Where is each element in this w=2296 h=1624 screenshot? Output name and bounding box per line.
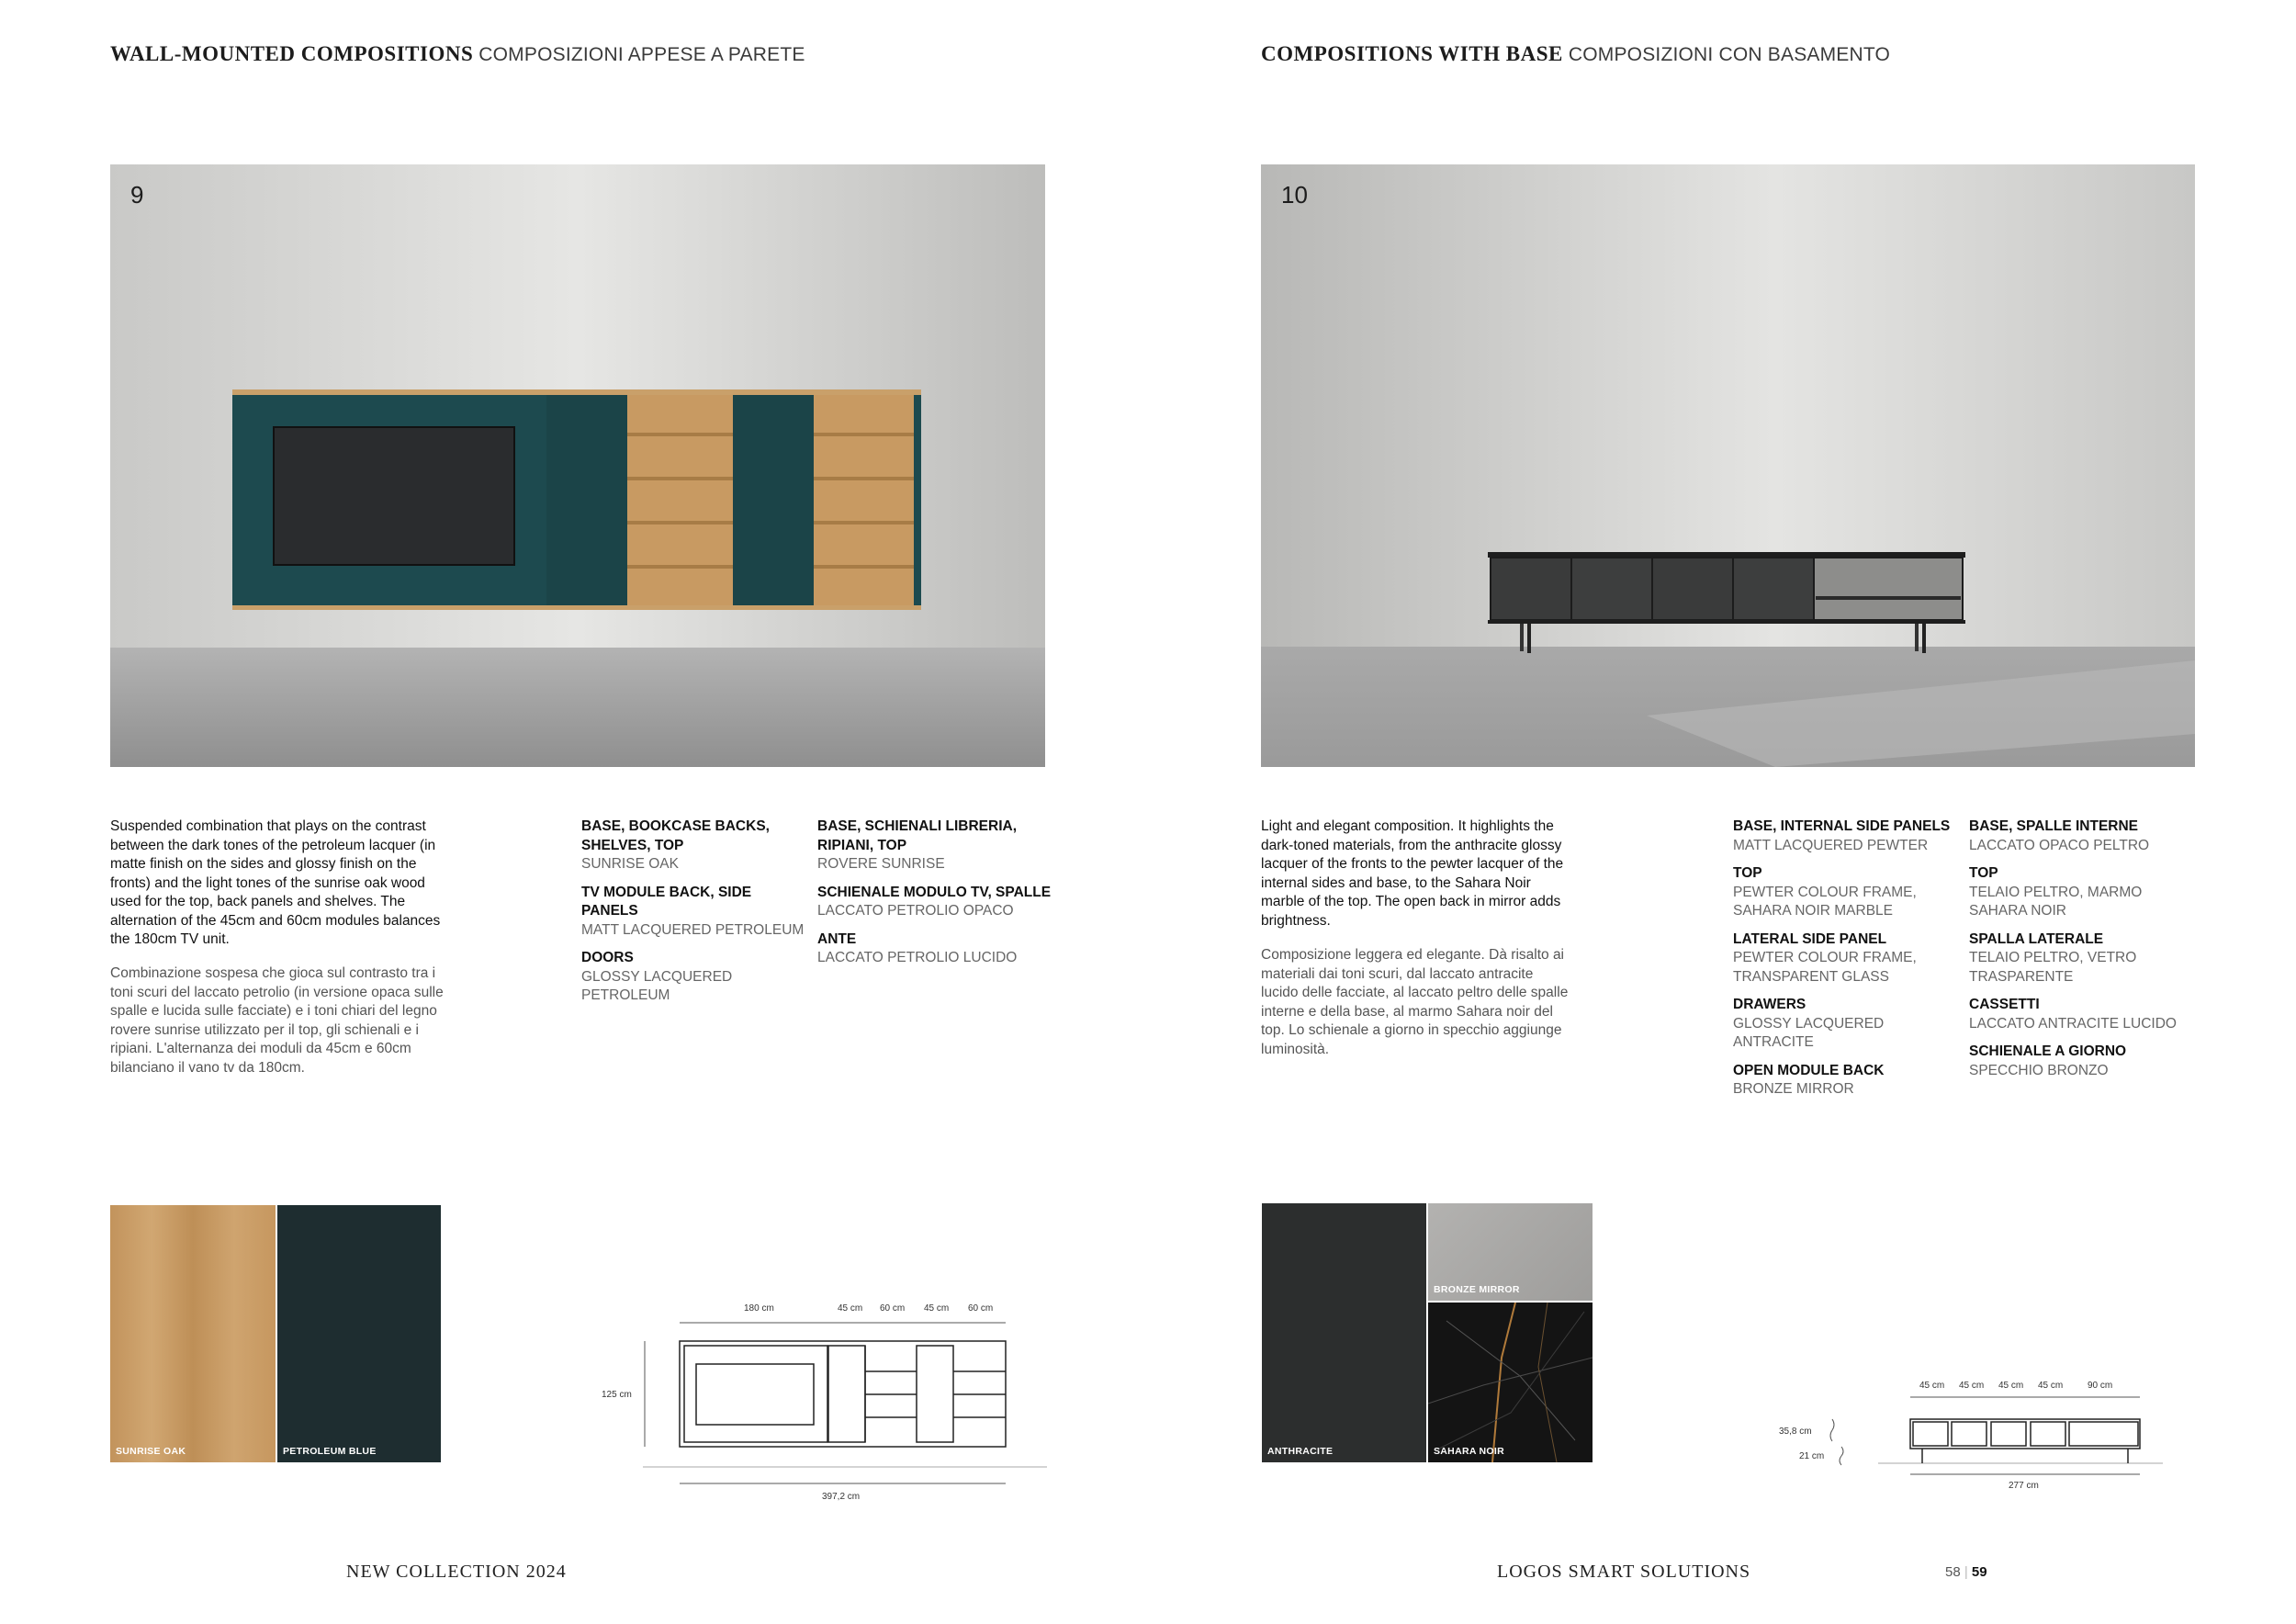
- spec-key: LATERAL SIDE PANEL: [1733, 930, 1887, 947]
- spec-key: TOP: [1969, 865, 1998, 881]
- right-header-light: COMPOSIZIONI CON BASAMENTO: [1568, 44, 1891, 65]
- dim-label: 45 cm: [1959, 1381, 1985, 1391]
- dim-label: 60 cm: [968, 1303, 994, 1314]
- spec-group: [581, 949, 811, 1006]
- spec-key: BASE, SCHIENALI LIBRERIA, RIPIANI, TOP: [817, 818, 1018, 853]
- spec-group: [817, 884, 1056, 921]
- spec-key: BASE, INTERNAL SIDE PANELS: [1733, 818, 1951, 834]
- spec-value: LACCATO ANTRACITE LUCIDO: [1969, 1015, 2177, 1032]
- right-page-header: [1261, 42, 1890, 66]
- spec-value: MATT LACQUERED PETROLEUM: [581, 921, 805, 938]
- spec-value: LACCATO OPACO PELTRO: [1969, 837, 2150, 853]
- swatch-bronze-mirror: [1428, 1203, 1593, 1301]
- spec-key: BASE, BOOKCASE BACKS, SHELVES, TOP: [581, 818, 770, 853]
- spec-value: ROVERE SUNRISE: [817, 856, 945, 872]
- spec-group: [1969, 996, 2199, 1033]
- spec-group: [1969, 864, 2199, 921]
- spec-key: CASSETTI: [1969, 997, 2040, 1012]
- spec-group: [1969, 1043, 2199, 1080]
- dim-label: 35,8 cm: [1779, 1427, 1812, 1437]
- dim-label: 45 cm: [2038, 1381, 2064, 1391]
- spec-key: DRAWERS: [1733, 997, 1806, 1012]
- right-composition-number: 10: [1281, 181, 1308, 209]
- dim-label: 397,2 cm: [822, 1492, 861, 1502]
- spec-key: SPALLA LATERALE: [1969, 930, 2104, 947]
- spec-value: GLOSSY LACQUERED ANTRACITE: [1733, 1015, 1885, 1050]
- swatch-sahara-noir: [1428, 1303, 1593, 1462]
- spec-group: [1969, 930, 2199, 987]
- swatch-sunrise-oak: [110, 1205, 276, 1462]
- right-specs-it: [1969, 818, 2199, 1089]
- swatch-label: BRONZE MIRROR: [1434, 1284, 1520, 1295]
- left-dimension-drawing: [588, 1291, 1047, 1511]
- spec-value: MATT LACQUERED PEWTER: [1733, 837, 1929, 853]
- left-header-bold: WALL-MOUNTED COMPOSITIONS: [110, 42, 474, 65]
- page-numbers: 58 | 59: [1945, 1564, 1987, 1580]
- dim-label: 60 cm: [880, 1303, 906, 1314]
- spec-group: [1969, 818, 2199, 855]
- swatch-label: PETROLEUM BLUE: [283, 1446, 377, 1457]
- left-composition-number: 9: [130, 181, 144, 209]
- dim-label: 45 cm: [924, 1303, 950, 1314]
- spec-value: LACCATO PETROLIO LUCIDO: [817, 950, 1018, 965]
- left-description-en: Suspended combination that plays on the contrast between the dark tones of the petroleum lacquer (in matte finish on the sides and glossy finish on the fronts) and the light tones of the sunrise oak wood used for the top, back panels and shelves. The alternation of the 45cm and 60cm modules balances the 180cm TV unit.: [110, 818, 441, 947]
- spec-group: [1733, 864, 1963, 921]
- spec-group: [817, 930, 1056, 968]
- spec-value: TELAIO PELTRO, MARMO SAHARA NOIR: [1969, 884, 2143, 919]
- spec-value: LACCATO PETROLIO OPACO: [817, 903, 1014, 919]
- right-specs-en: [1733, 818, 1963, 1109]
- spec-group: [1733, 1062, 1963, 1100]
- spec-key: BASE, SPALLE INTERNE: [1969, 818, 2139, 834]
- left-description-it: Combinazione sospesa che gioca sul contrasto tra i toni scuri del laccato petrolio (in versione opaca sulle spalle e lucida sulle facciate) e i toni chiari del legno rovere sunrise utilizzato per il top, gli schienali e i ripiani. L'alternanza dei moduli da 45cm e 60cm bilanciano il vano tv da 180cm.: [110, 965, 444, 1076]
- right-description-it: Composizione leggera ed elegante. Dà risalto ai materiali dai toni scuri, dal laccato antracite lucido delle facciate, al laccato peltro delle spalle interne e della base, al marmo Sahara noir del top. Lo schienale a giorno in specchio aggiunge luminosità.: [1261, 947, 1569, 1057]
- spec-key: ANTE: [817, 930, 857, 947]
- right-header-bold: COMPOSITIONS WITH BASE: [1261, 42, 1563, 65]
- spec-key: OPEN MODULE BACK: [1733, 1062, 1885, 1078]
- spec-key: SCHIENALE A GIORNO: [1969, 1043, 2127, 1059]
- spec-group: [581, 818, 811, 874]
- right-footer: LOGOS SMART SOLUTIONS: [1497, 1562, 1751, 1582]
- dim-label: 21 cm: [1799, 1451, 1825, 1461]
- left-specs-en: [581, 818, 811, 1015]
- spec-group: [1733, 818, 1963, 855]
- spec-key: TV MODULE BACK, SIDE PANELS: [581, 884, 752, 919]
- dim-label: 125 cm: [602, 1390, 632, 1400]
- spec-value: GLOSSY LACQUERED PETROLEUM: [581, 968, 733, 1003]
- left-photo-wall-composition: [110, 164, 1045, 767]
- swatch-anthracite: [1262, 1203, 1426, 1462]
- left-page-header: [110, 42, 805, 66]
- spec-key: SCHIENALE MODULO TV, SPALLE: [817, 884, 1052, 900]
- spec-value: PEWTER COLOUR FRAME, TRANSPARENT GLASS: [1733, 950, 1917, 985]
- spec-key: TOP: [1733, 865, 1762, 881]
- page-number-right: 59: [1971, 1564, 1987, 1580]
- swatch-label: SAHARA NOIR: [1434, 1446, 1504, 1457]
- left-specs-it: [817, 818, 1056, 977]
- spec-key: DOORS: [581, 950, 634, 965]
- spec-value: BRONZE MIRROR: [1733, 1081, 1854, 1097]
- left-footer: NEW COLLECTION 2024: [346, 1562, 567, 1582]
- spec-value: SPECCHIO BRONZO: [1969, 1062, 2109, 1078]
- spec-value: TELAIO PELTRO, VETRO TRASPARENTE: [1969, 950, 2137, 985]
- right-dimension-drawing: [1768, 1373, 2172, 1511]
- spec-group: [817, 818, 1056, 874]
- swatch-label: ANTHRACITE: [1267, 1446, 1334, 1457]
- spec-group: [1733, 930, 1963, 987]
- swatch-label: SUNRISE OAK: [116, 1446, 186, 1457]
- spec-group: [1733, 996, 1963, 1053]
- page-number-left: 58: [1945, 1564, 1961, 1580]
- left-header-light: COMPOSIZIONI APPESE A PARETE: [478, 44, 805, 65]
- spec-value: PEWTER COLOUR FRAME, SAHARA NOIR MARBLE: [1733, 884, 1917, 919]
- spec-value: SUNRISE OAK: [581, 856, 679, 872]
- spec-group: [581, 884, 811, 941]
- right-photo-base-composition: [1261, 164, 2195, 767]
- dim-label: 45 cm: [1919, 1381, 1945, 1391]
- swatch-petroleum-blue: [277, 1205, 441, 1462]
- dim-label: 90 cm: [2088, 1381, 2113, 1391]
- dim-label: 180 cm: [744, 1303, 774, 1314]
- right-description-en: Light and elegant composition. It highlights the dark-toned materials, from the anthracite glossy lacquer of the fronts to the pewter lacquer of the internal sides and base, to the Sahara Noir marble of the top. The open back in mirror adds brightness.: [1261, 818, 1564, 929]
- dim-label: 277 cm: [2009, 1481, 2039, 1491]
- dim-label: 45 cm: [1998, 1381, 2024, 1391]
- dim-label: 45 cm: [838, 1303, 863, 1314]
